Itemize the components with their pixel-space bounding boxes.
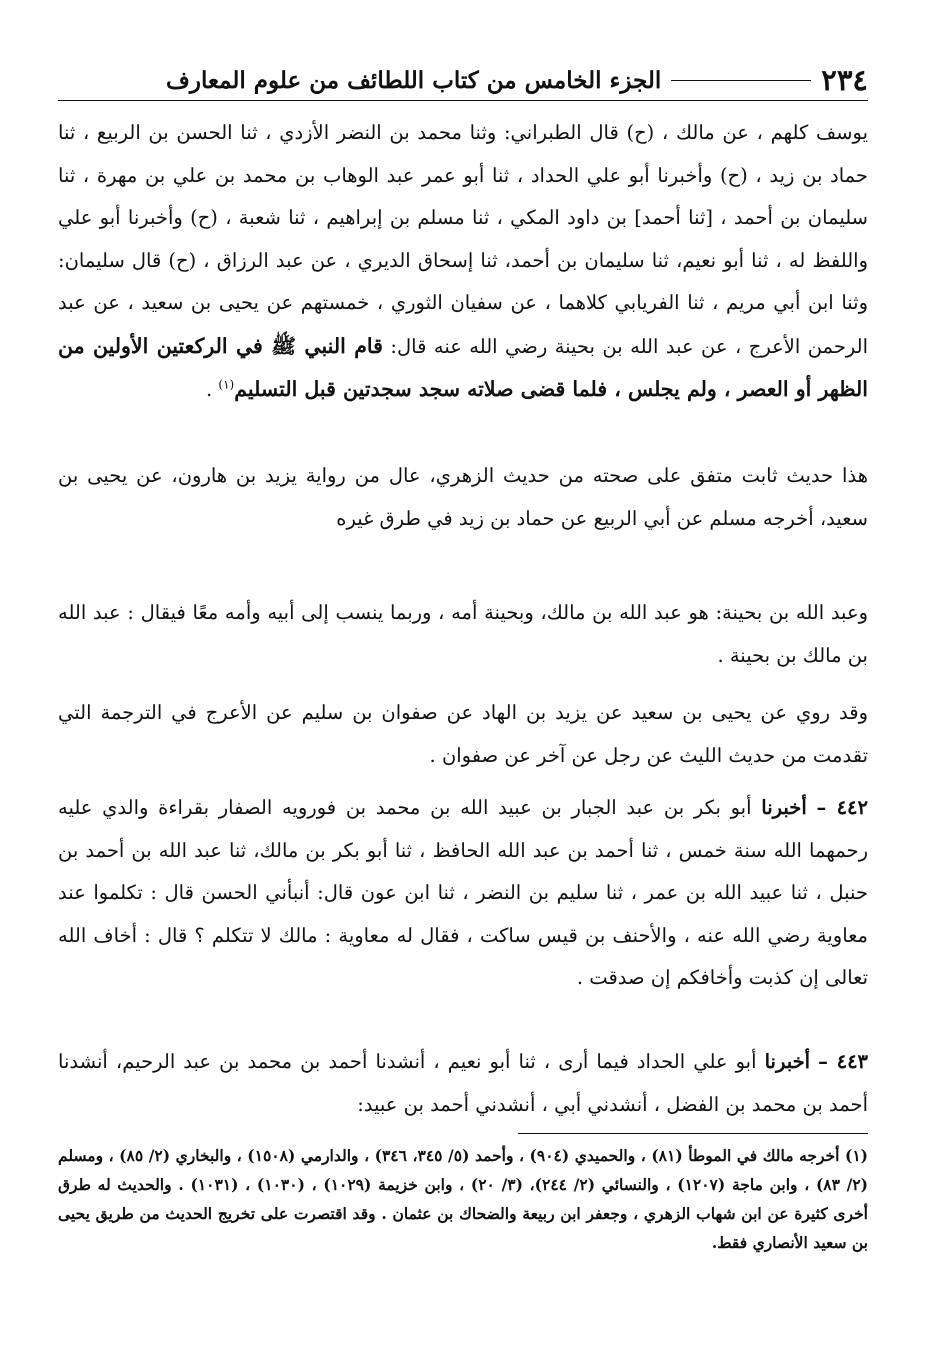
entry-lead: أخبرنا — [761, 796, 807, 819]
entry-text: أبو علي الحداد فيما أرى ، ثنا أبو نعيم ، أنشدنا أحمد بن محمد بن عبد الرحيم، أنشدنا أحمد بن محمد بن الفضل ، أنشدني أبي ، أنشدني أحمد بن عبيد: — [58, 1050, 868, 1116]
hadith-text: قام النبي ﷺ في الركعتين الأولين من الظهر أو العصر ، ولم يجلس ، فلما قضى صلاته سجد سجدتين قبل التسليم — [58, 333, 868, 401]
paragraph-isnad — [58, 112, 868, 412]
paragraph-442 — [58, 787, 868, 1000]
entry-lead: أخبرنا — [764, 1050, 811, 1073]
paragraph-narrator-note: وعبد الله بن بحينة: هو عبد الله بن مالك، وبحينة أمه ، وربما ينسب إلى أبيه وأمه معًا فيقال : عبد الله بن مالك بن بحينة . — [58, 601, 868, 667]
paragraph-end: . — [206, 378, 219, 401]
footnote-divider — [518, 1133, 868, 1134]
page-number: ٢٣٤ — [821, 63, 868, 97]
running-title: الجزء الخامس من كتاب اللطائف من علوم المعارف — [166, 66, 662, 94]
footnote: (١) أخرجه مالك في الموطأ (٨١) ، والحميدي (٩٠٤) ، وأحمد (٥/ ٣٤٥، ٣٤٦) ، والدارمي (١٥٠٨) ، والبخاري (٢/ ٨٥) ، ومسلم (٢/ ٨٣) ، وابن ماجة (١٢٠٧) ، والنسائي (٢/ ٢٤٤)، (٣/ ٢٠) ، وابن خزيمة (١٠٢٩) ، (١٠٣٠) ، (١٠٣١) . والحديث له طرق أخرى كثيرة عن ابن شهاب الزهري ، وجعفر ابن ربيعة والضحاك بن عثمان . وقد اقتصرت على تخريج الحديث من طريق يحيى بن سعيد الأنصاري فقط. — [58, 1146, 869, 1252]
isnad-text: يوسف كلهم ، عن مالك ، (ح) قال الطبراني: وثنا محمد بن النضر الأزدي ، ثنا الحسن بن الربيع ، ثنا حماد بن زيد ، (ح) وأخبرنا أبو علي الحداد ، ثنا أبو عمر عبد الوهاب بن محمد بن علي بن مهرة ، ثنا سليمان بن أحمد ، [ثنا أحمد] بن داود المكي ، ثنا مسلم بن إبراهيم ، ثنا شعبة ، (ح) وأخبرنا أبو علي واللفظ له ، ثنا أبو نعيم، ثنا سليمان بن أحمد، ثنا إسحاق الديري ، عن عبد الرزاق ، (ح) قال سليمان: وثنا ابن أبي مريم ، ثنا الفريابي كلاهما ، عن سفيان الثوري ، خمستهم عن يحيى بن سعيد ، عن عبد الرحمن الأعرج ، عن عبد الله بن بحينة رضي الله عنه قال: — [58, 121, 868, 358]
paragraph-grading: هذا حديث ثابت متفق على صحته من حديث الزهري، عال من رواية يزيد بن هارون، عن يحيى بن سعيد، أخرجه مسلم عن أبي الربيع عن حماد بن زيد في طرق غيره — [58, 464, 868, 530]
footnote-marker: (١) — [218, 377, 235, 392]
entry-text: أبو بكر بن عبد الجبار بن عبيد الله بن محمد بن فورويه الصفار بقراءة والدي عليه رحمهما الله سنة خمس ، ثنا أحمد بن عبد الله الحافظ ، ثنا أبو بكر بن مالك، ثنا عبد الله بن أحمد بن حنبل ، ثنا عبيد الله بن عمر ، ثنا سليم بن النضر ، ثنا ابن عون قال: أنبأني الحسن قال : تكلموا عند معاوية رضي الله عنه ، والأحنف بن قيس ساكت ، فقال له معاوية : مالك لا تتكلم ؟ قال : أخاف الله تعالى إن كذبت وأخافكم إن صدقت . — [58, 796, 868, 989]
paragraph-alt-route: وقد روي عن يحيى بن سعيد عن يزيد بن الهاد عن صفوان بن سليم عن الأعرج في الترجمة التي تقدمت من حديث الليث عن رجل عن آخر عن صفوان . — [58, 701, 868, 767]
header-rule — [671, 80, 811, 81]
page-header — [58, 60, 868, 101]
entry-number: ٤٤٣ – — [818, 1050, 869, 1073]
paragraph-443 — [58, 1041, 868, 1126]
entry-number: ٤٤٢ – — [816, 796, 868, 819]
